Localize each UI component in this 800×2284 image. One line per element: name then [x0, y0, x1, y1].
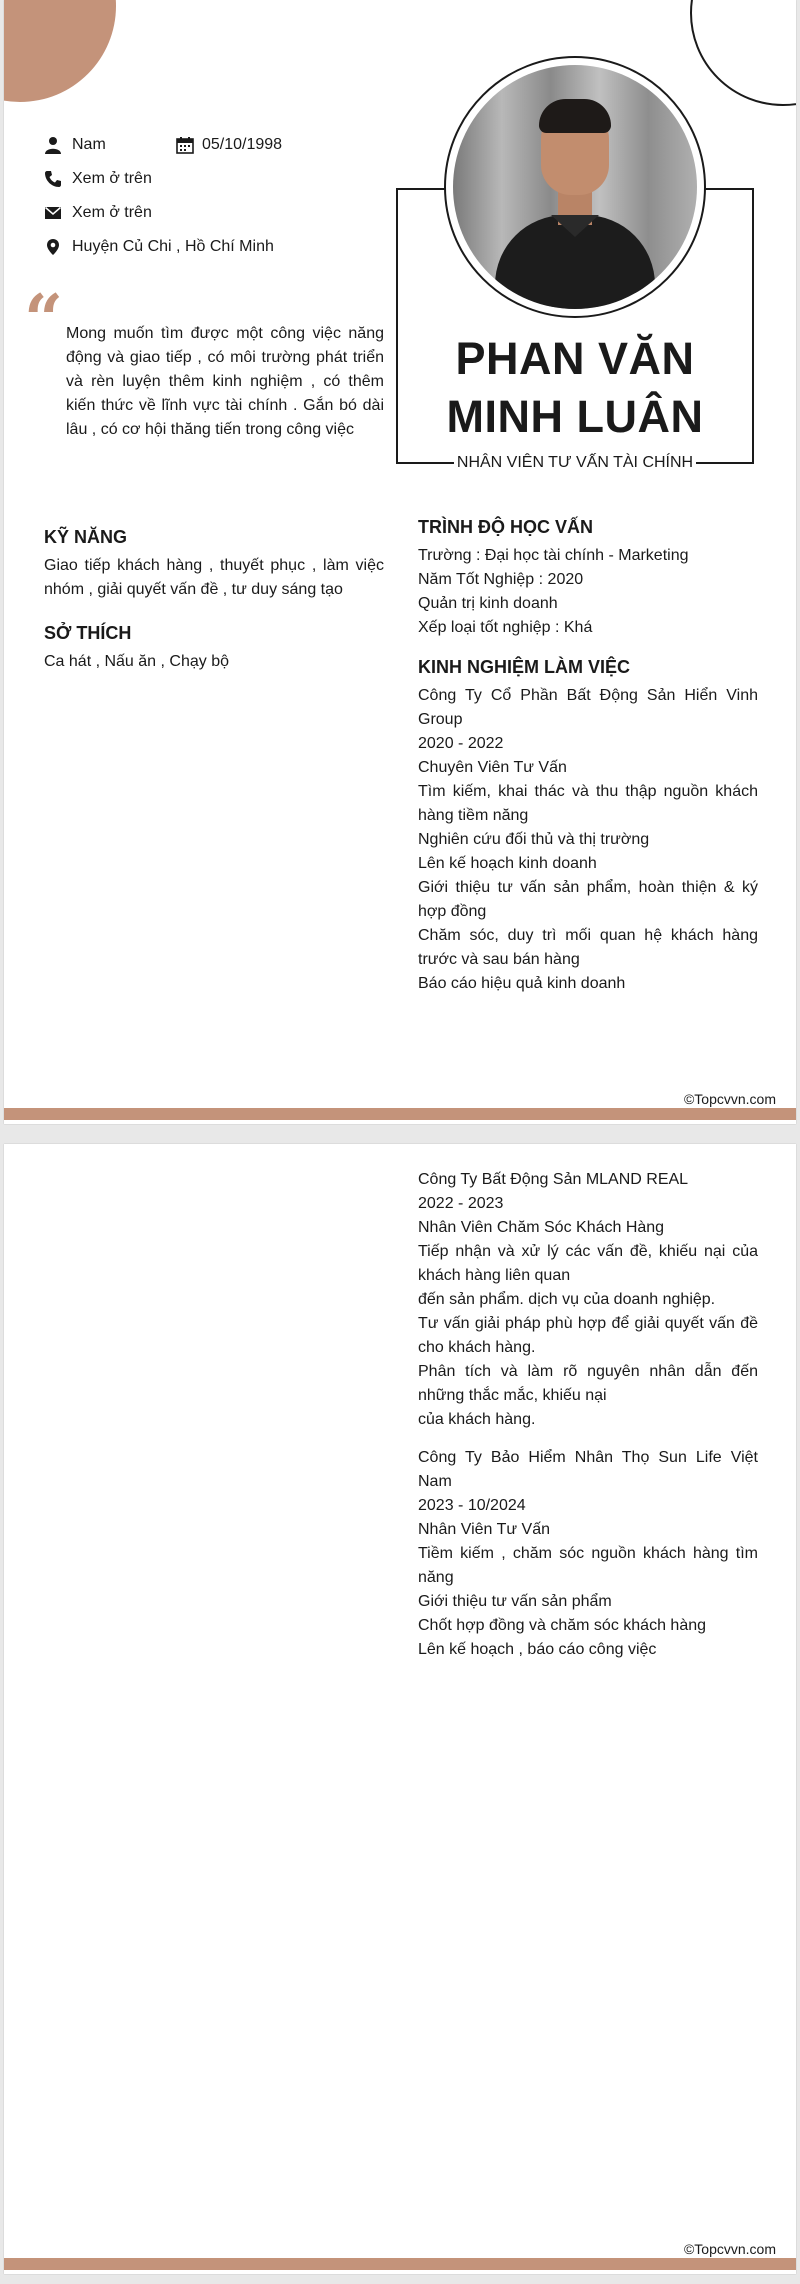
- email-value: Xem ở trên: [72, 204, 152, 221]
- address-value: Huyện Củ Chi , Hồ Chí Minh: [72, 238, 274, 255]
- job-duty: của khách hàng.: [418, 1411, 536, 1428]
- education-school: Trường : Đại học tài chính - Marketing: [418, 547, 689, 564]
- job-period: 2022 - 2023: [418, 1195, 504, 1212]
- footer-copyright: ©Topcvvn.com: [683, 2241, 776, 2257]
- contact-dob: [176, 128, 282, 162]
- mail-icon: [44, 204, 62, 222]
- cv-page-1: [4, 0, 796, 1124]
- experience-job-1: [418, 684, 758, 996]
- hobbies-text: Ca hát , Nấu ăn , Chạy bộ: [44, 653, 229, 670]
- avatar: [453, 65, 697, 309]
- location-pin-icon: [44, 238, 62, 256]
- contact-phone: [44, 162, 274, 196]
- contact-address: [44, 230, 274, 264]
- job-duty: Tiếp nhận và xử lý các vấn đề, khiếu nại của khách hàng liên quan: [418, 1243, 758, 1284]
- name-line-2: MINH LUÂN: [446, 391, 704, 442]
- education-title: TRÌNH ĐỘ HỌC VẤN: [418, 517, 593, 537]
- job-duty: Phân tích và làm rõ nguyên nhân dẫn đến những thắc mắc, khiếu nại: [418, 1363, 758, 1404]
- quote-icon: “: [24, 280, 64, 360]
- contact-email: [44, 196, 274, 230]
- job-duty: Tìm kiếm, khai thác và thu thập nguồn khách hàng tiềm năng: [418, 783, 758, 824]
- footer-bar: [4, 1108, 796, 1120]
- job-duty: Tiềm kiếm , chăm sóc nguồn khách hàng tìm năng: [418, 1545, 758, 1586]
- education-rank: Xếp loại tốt nghiệp : Khá: [418, 619, 593, 636]
- job-duty: Giới thiệu tư vấn sản phẩm: [418, 1593, 612, 1610]
- right-column-continued: [418, 1168, 758, 1662]
- phone-icon: [44, 170, 62, 188]
- education-major: Quản trị kinh doanh: [418, 595, 558, 612]
- job-position: Nhân Viên Tư Vấn: [418, 1521, 550, 1538]
- skills-title: KỸ NĂNG: [44, 527, 128, 547]
- gender-value: Nam: [72, 136, 106, 153]
- job-period: 2023 - 10/2024: [418, 1497, 526, 1514]
- full-name: [396, 330, 754, 446]
- skills-text: Giao tiếp khách hàng , thuyết phục , làm việc nhóm , giải quyết vấn đề , tư duy sáng tạo: [44, 557, 384, 598]
- job-position: Chuyên Viên Tư Vấn: [418, 759, 567, 776]
- job-duty: Nghiên cứu đối thủ và thị trường: [418, 831, 650, 848]
- dob-value: 05/10/1998: [202, 136, 283, 153]
- decorative-circle-top-left: [4, 0, 116, 102]
- phone-value: Xem ở trên: [72, 170, 152, 187]
- job-duty: đến sản phẩm. dịch vụ của doanh nghiệp.: [418, 1291, 716, 1308]
- job-title: NHÂN VIÊN TƯ VẤN TÀI CHÍNH: [454, 450, 696, 476]
- footer-copyright: ©Topcvvn.com: [683, 1091, 776, 1107]
- job-company: Công Ty Cổ Phần Bất Động Sản Hiển Vinh Group: [418, 687, 758, 728]
- job-duty: Chốt hợp đồng và chăm sóc khách hàng: [418, 1617, 707, 1634]
- career-objective: Mong muốn tìm được một công việc năng động và giao tiếp , có môi trường phát triển và rèn luyện thêm kinh nghiệm , có thêm kiến thức về lĩnh vực tài chính . Gắn bó dài lâu , có cơ hội thăng tiến trong công việc: [66, 325, 384, 438]
- job-company: Công Ty Bất Động Sản MLAND REAL: [418, 1171, 689, 1188]
- job-duty: Lên kế hoạch kinh doanh: [418, 855, 597, 872]
- job-period: 2020 - 2022: [418, 735, 504, 752]
- experience-job-3: [418, 1446, 758, 1662]
- person-icon: [44, 136, 62, 154]
- job-duty: Chăm sóc, duy trì mối quan hệ khách hàng trước và sau bán hàng: [418, 927, 758, 968]
- job-duty: Giới thiệu tư vấn sản phẩm, hoàn thiện & ký hợp đồng: [418, 879, 758, 920]
- job-duty: Tư vấn giải pháp phù hợp để giải quyết vấn đề cho khách hàng.: [418, 1315, 758, 1356]
- experience-title: KINH NGHIỆM LÀM VIỆC: [418, 657, 631, 677]
- education-graduation: Năm Tốt Nghiệp : 2020: [418, 571, 584, 588]
- left-column: [44, 524, 384, 674]
- cv-page-2: [4, 1144, 796, 2274]
- hobbies-title: SỞ THÍCH: [44, 623, 132, 643]
- right-column: [418, 514, 758, 996]
- job-duty: Lên kế hoạch , báo cáo công việc: [418, 1641, 657, 1658]
- job-company: Công Ty Bảo Hiểm Nhân Thọ Sun Life Việt Nam: [418, 1449, 758, 1490]
- job-position: Nhân Viên Chăm Sóc Khách Hàng: [418, 1219, 665, 1236]
- footer-bar: [4, 2258, 796, 2270]
- job-duty: Báo cáo hiệu quả kinh doanh: [418, 975, 626, 992]
- name-line-1: PHAN VĂN: [455, 333, 695, 384]
- calendar-icon: [176, 136, 194, 154]
- decorative-circle-top-right: [690, 0, 796, 106]
- experience-job-2: [418, 1168, 758, 1432]
